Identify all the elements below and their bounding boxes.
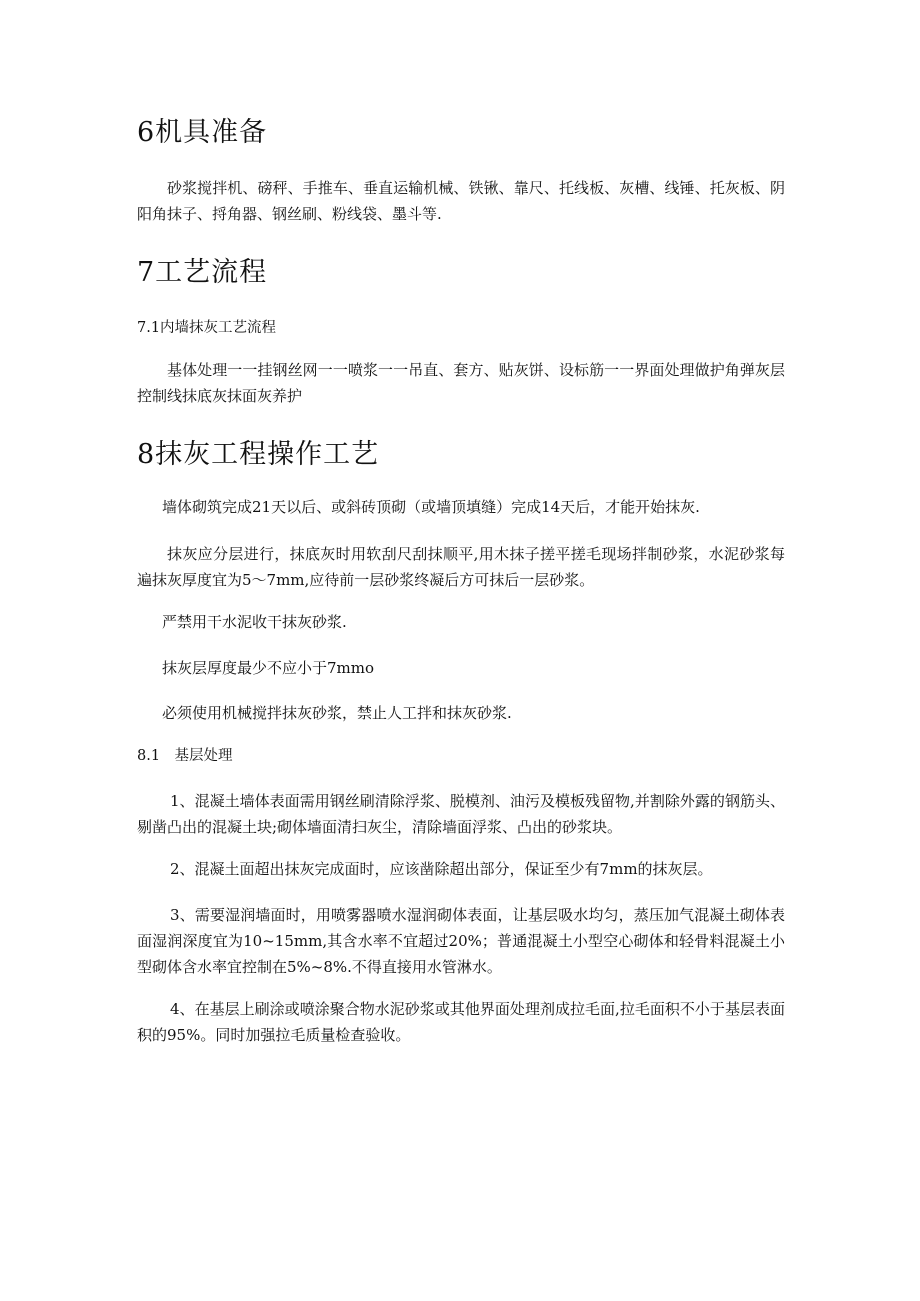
section-7-1-paragraph: 基体处理一一挂钢丝网一一喷浆一一吊直、套方、贴灰饼、设标筋一一界面处理做护角弹灰层控制线抹底灰抹面灰养护 bbox=[137, 361, 785, 405]
section-6-paragraph: 砂浆搅拌机、磅秤、手推车、垂直运输机械、铁锹、靠尺、托线板、灰槽、线锤、托灰板、阴阳角抹子、捋角器、钢丝刷、粉线袋、墨斗等. bbox=[137, 179, 785, 223]
section-8-paragraph-2: 抹灰应分层进行，抹底灰时用软刮尺刮抹顺平,用木抹子搓平搓毛现场拌制砂浆，水泥砂浆每遍抹灰厚度宜为5〜7mm,应待前一层砂浆终凝后方可抹后一层砂浆。 bbox=[137, 545, 785, 589]
section-6-heading: 6机具准备 bbox=[137, 117, 268, 148]
section-8-heading: 8抹灰工程操作工艺 bbox=[137, 439, 380, 470]
section-8-paragraph-5: 必须使用机械搅拌抹灰砂浆，禁止人工拌和抹灰砂浆. bbox=[162, 704, 512, 722]
section-8-1-item-2: 2、混凝土面超出抹灰完成面时，应该凿除超出部分，保证至少有7mm的抹灰层。 bbox=[170, 860, 713, 878]
section-8-paragraph-4: 抹灰层厚度最少不应小于7mmo bbox=[162, 659, 375, 677]
section-8-paragraph-1: 墙体砌筑完成21天以后、或斜砖顶砌（或墙顶填缝）完成14天后，才能开始抹灰. bbox=[162, 498, 700, 516]
section-8-paragraph-3: 严禁用干水泥收干抹灰砂浆. bbox=[162, 613, 347, 631]
section-7-heading: 7工艺流程 bbox=[137, 257, 268, 288]
section-8-1-heading: 8.1 基层处理 bbox=[137, 748, 233, 764]
section-8-1-item-4: 4、在基层上刷涂或喷涂聚合物水泥砂浆或其他界面处理剂成拉毛面,拉毛面积不小于基层表面积的95%。同时加强拉毛质量检查验收。 bbox=[137, 1000, 785, 1044]
section-8-1-item-1: 1、混凝土墙体表面需用钢丝刷清除浮浆、脱模剂、油污及模板残留物,并割除外露的钢筋头、剔凿凸出的混凝土块;砌体墙面清扫灰尘，清除墙面浮浆、凸出的砂浆块。 bbox=[137, 792, 785, 836]
section-7-1-heading: 7.1内墙抹灰工艺流程 bbox=[137, 320, 277, 336]
section-8-1-item-3: 3、需要湿润墙面时，用喷雾器喷水湿润砌体表面，让基层吸水均匀，蒸压加气混凝土砌体表面湿润深度宜为10~15mm,其含水率不宜超过20%；普通混凝土小型空心砌体和轻骨料混凝土小型砌体含水率宜控制在5%~8%.不得直接用水管淋水。 bbox=[137, 906, 785, 976]
